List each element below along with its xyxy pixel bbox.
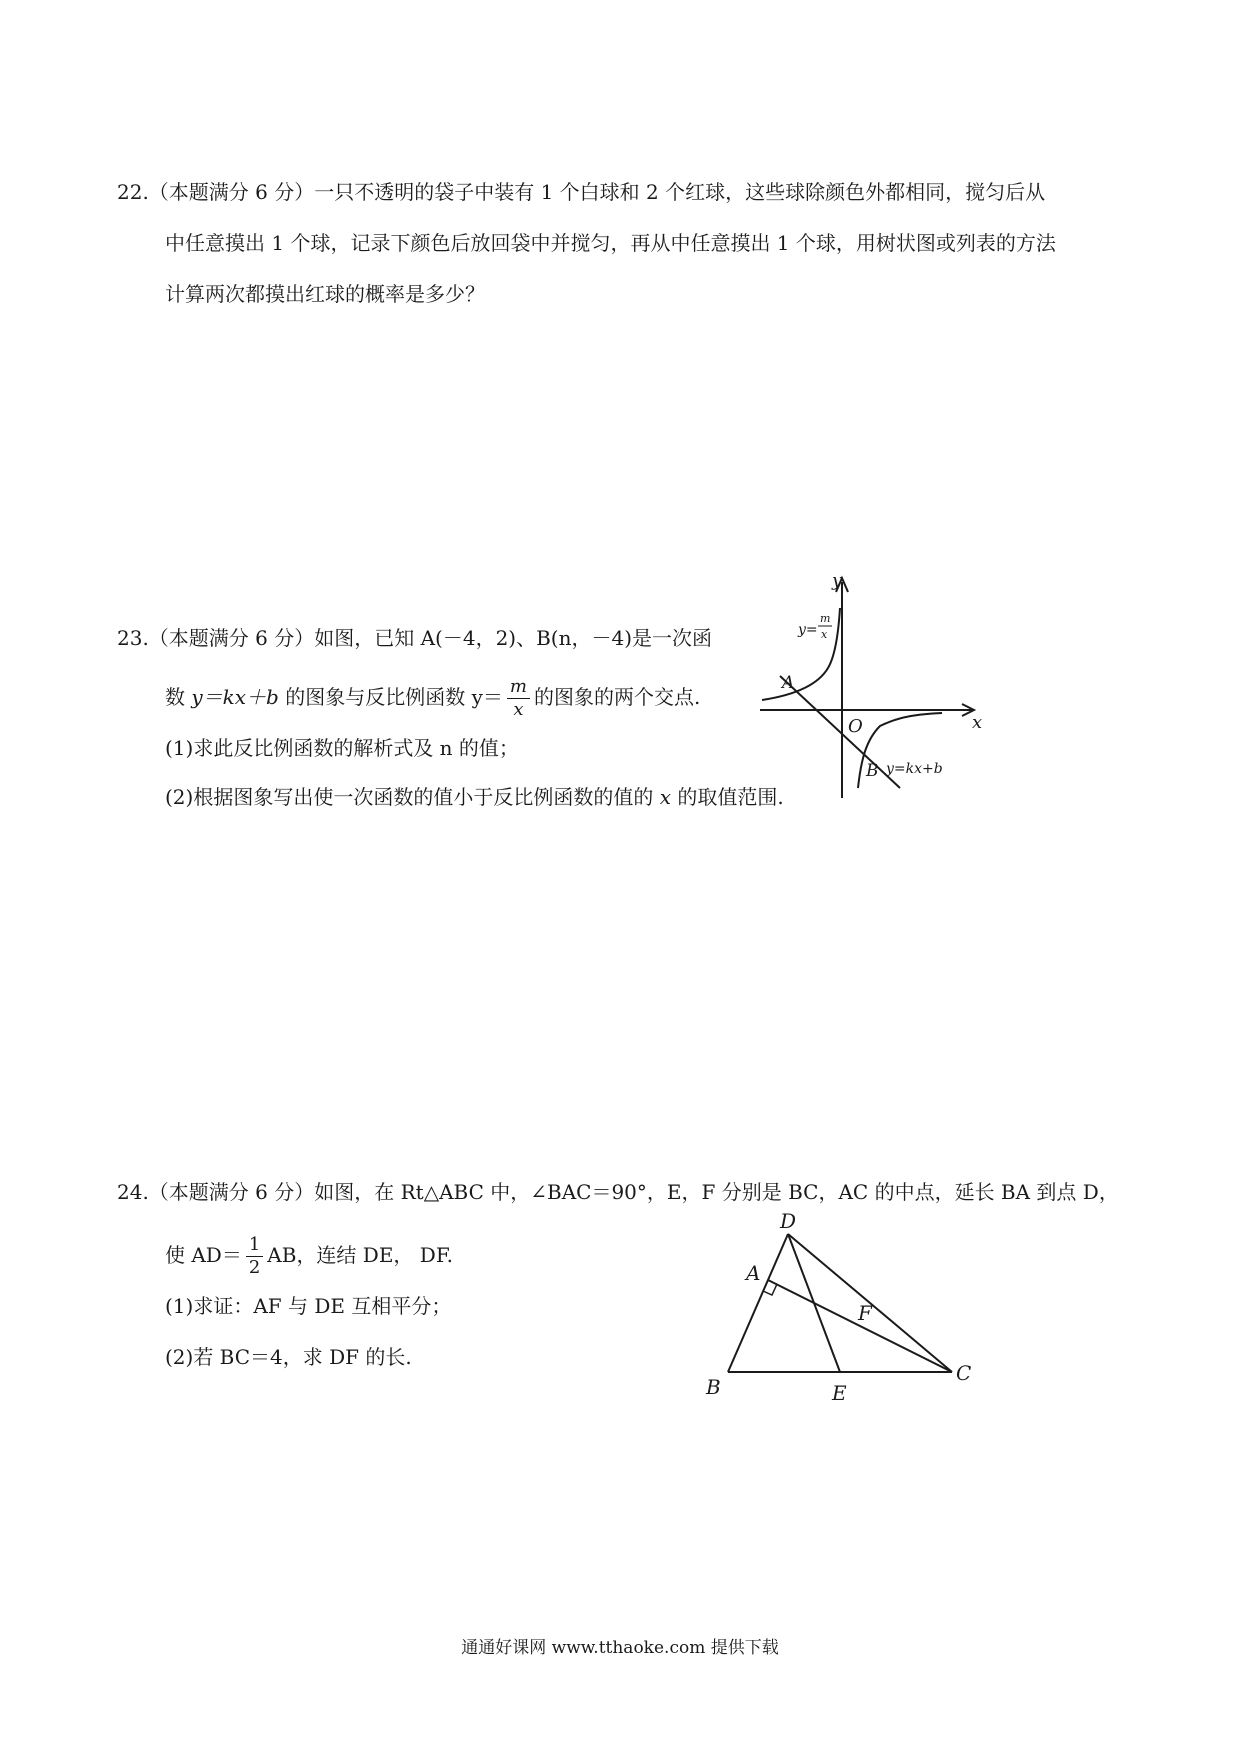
q24-label-a: A	[746, 1261, 761, 1285]
q23-text-b: 的图象与反比例函数 y＝	[278, 685, 503, 709]
q23-sub-2	[165, 783, 784, 811]
q23-linear-function	[780, 676, 900, 788]
q24-triangle-figure	[690, 1210, 990, 1410]
q24-label-f: F	[858, 1301, 872, 1325]
q23-sub2-b: 的取值范围.	[670, 785, 784, 809]
q23-text-c: 的图象的两个交点.	[533, 685, 701, 709]
q24-frac-den: 2	[248, 1257, 261, 1278]
q24-text-b: AB，连结 DE， DF.	[267, 1243, 453, 1267]
q23-line-2	[165, 676, 700, 721]
q23-curve-label-lhs: y=	[798, 622, 818, 638]
q24-sub-1: (1)求证：AF 与 DE 互相平分；	[165, 1294, 452, 1318]
q24-frac-num: 1	[246, 1234, 263, 1257]
q24-line-2	[165, 1234, 453, 1279]
q24-label-e: E	[832, 1381, 847, 1405]
page-footer: 通通好课网 www.tthaoke.com 提供下载	[461, 1638, 779, 1658]
q23-line-1: 23.（本题满分 6 分）如图，已知 A(－4，2)、B(n，－4)是一次函	[117, 626, 713, 650]
q24-text-a: 使 AD＝	[165, 1243, 242, 1267]
q23-fraction	[507, 676, 530, 721]
q23-frac-den: x	[513, 699, 524, 720]
q23-curve-label-num: m	[820, 612, 831, 625]
q23-function-graph	[740, 570, 1000, 810]
q23-frac-num: m	[507, 676, 530, 699]
q24-line-1: 24.（本题满分 6 分）如图，在 Rt△ABC 中，∠BAC＝90°，E，F 分别是 BC，AC 的中点，延长 BA 到点 D，	[117, 1180, 1119, 1204]
q23-sub2-a: (2)根据图象写出使一次函数的值小于反比例函数的值的	[165, 785, 660, 809]
q23-line-label: y=kx+b	[886, 761, 943, 777]
q23-curve-label-den: x	[821, 628, 828, 641]
q22-line-2: 中任意摸出 1 个球，记录下颜色后放回袋中并搅匀，再从中任意摸出 1 个球，用树状图或列表的方法	[165, 231, 1056, 255]
q24-label-d: D	[780, 1209, 797, 1233]
q23-text-a: 数	[165, 685, 192, 709]
q22-line-3: 计算两次都摸出红球的概率是多少？	[165, 282, 485, 306]
q24-label-c: C	[956, 1361, 972, 1385]
q23-label-y: y	[832, 570, 843, 591]
q23-label-b: B	[866, 761, 879, 781]
q22-line-1: 22.（本题满分 6 分）一只不透明的袋子中装有 1 个白球和 2 个红球，这些球除颜色外都相同，搅匀后从	[117, 180, 1046, 204]
q23-linear-eq: y＝kx＋b	[191, 685, 279, 709]
q23-sub-1: (1)求此反比例函数的解析式及 n 的值；	[165, 736, 519, 760]
q23-label-o: O	[848, 716, 863, 737]
q24-fraction	[246, 1234, 263, 1279]
q23-sub2-var: x	[659, 785, 671, 809]
q23-label-x: x	[972, 712, 983, 733]
q24-sub-2: (2)若 BC＝4，求 DF 的长.	[165, 1345, 412, 1369]
q24-segment-bd	[728, 1234, 788, 1372]
q24-label-b: B	[706, 1375, 721, 1399]
q23-label-a: A	[782, 673, 795, 693]
